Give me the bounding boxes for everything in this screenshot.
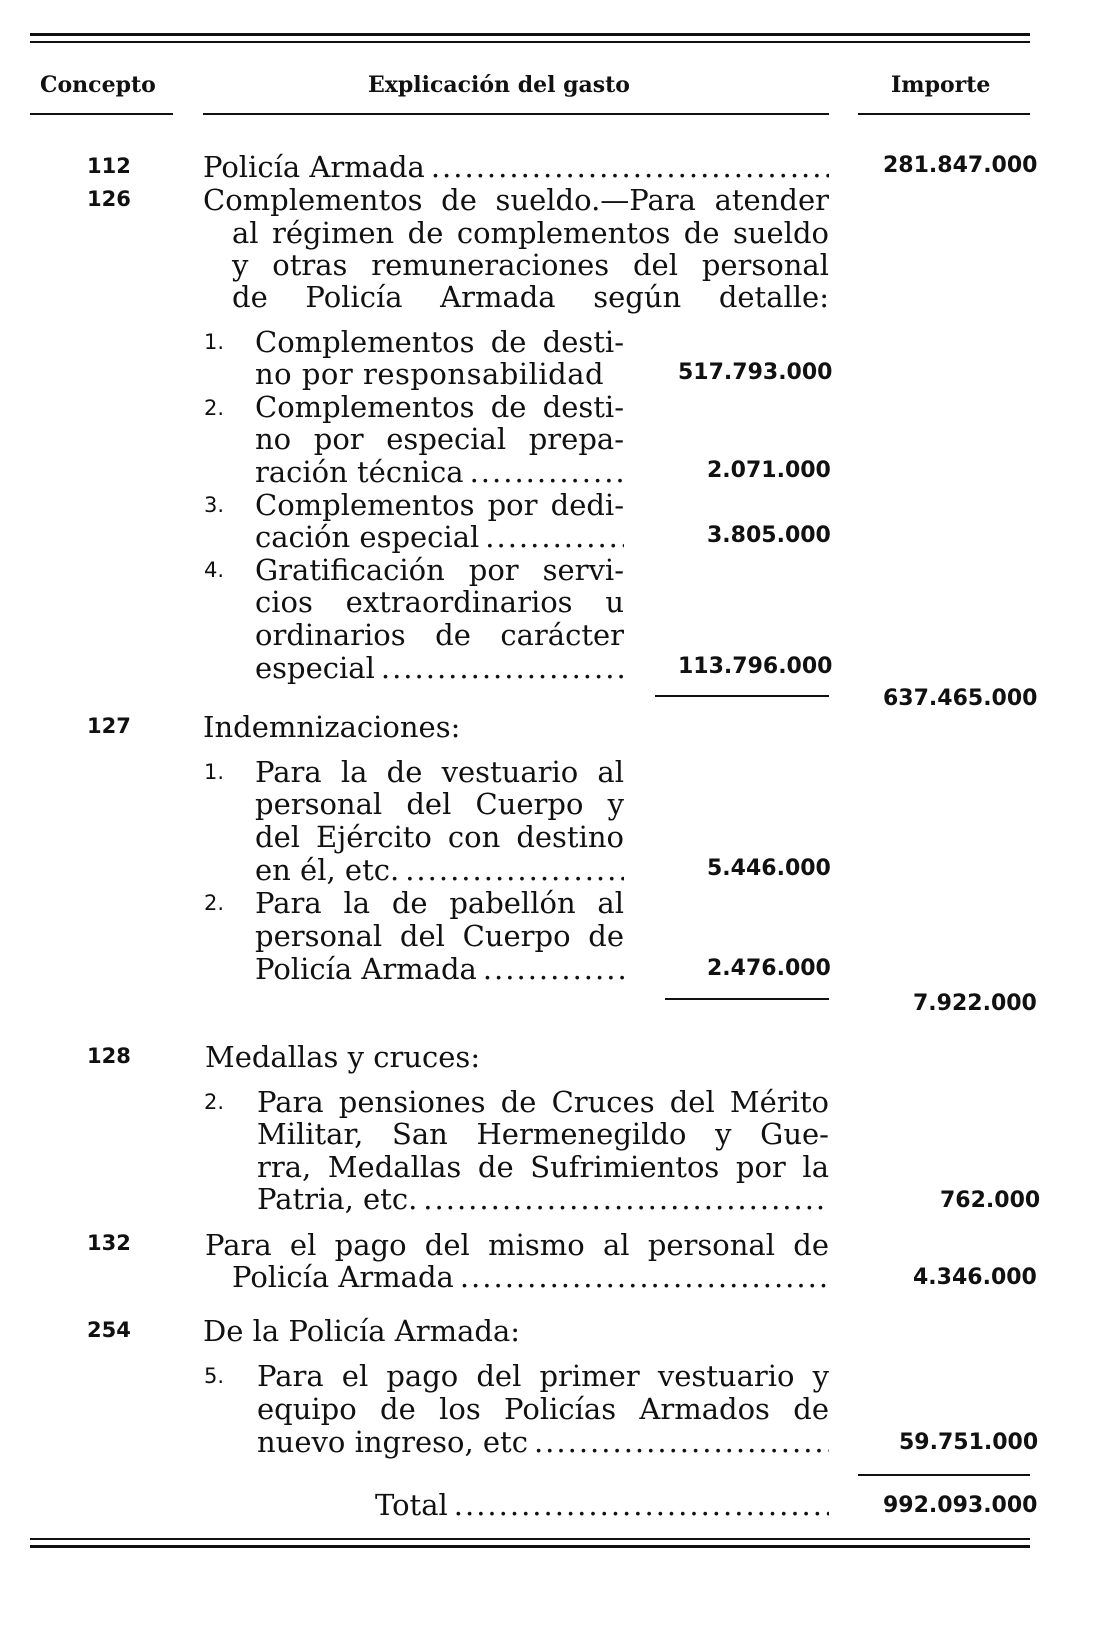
- header-concepto: Concepto: [40, 72, 156, 98]
- item-text: cación especial: [255, 520, 480, 554]
- leader-dots: [454, 1260, 829, 1294]
- top-rule-1: [30, 33, 1030, 36]
- text-line: Para la de pabellón al: [255, 886, 624, 920]
- line-item: [255, 651, 624, 685]
- line-item: [203, 150, 829, 184]
- item-text: Policía Armada: [255, 952, 477, 986]
- leader-dots: [477, 952, 624, 986]
- text-line: De la Policía Armada:: [203, 1314, 521, 1348]
- item-number: 2.: [204, 891, 225, 915]
- text-line: Indemnizaciones:: [203, 710, 461, 744]
- amount-detail: 517.793.000: [678, 360, 833, 385]
- leader-dots: [375, 651, 624, 685]
- amount-importe: 637.465.000: [883, 686, 1038, 711]
- item-number: 1.: [204, 330, 225, 354]
- item-text: nuevo ingreso, etc: [257, 1425, 528, 1459]
- text-line: Para pensiones de Cruces del Mérito: [257, 1085, 829, 1119]
- concept-code: 128: [87, 1044, 131, 1068]
- item-text: ración técnica: [255, 455, 464, 489]
- item-text: en él, etc.: [255, 853, 400, 887]
- text-line: de Policía Armada según detalle:: [232, 280, 829, 314]
- total-amount: 992.093.000: [883, 1493, 1038, 1518]
- text-line: no por responsabilidad: [255, 357, 605, 391]
- total-label: Total: [375, 1488, 448, 1522]
- leader-dots: [479, 520, 624, 554]
- text-line: cios extraordinarios u: [255, 585, 624, 619]
- item-number: 1.: [204, 760, 225, 784]
- text-line: y otras remuneraciones del personal: [232, 248, 829, 282]
- text-line: Gratificación por servi-: [255, 553, 624, 587]
- bottom-rule-1: [30, 1538, 1030, 1540]
- amount-importe: 281.847.000: [883, 153, 1038, 178]
- leader-dots: [448, 1488, 829, 1522]
- header-importe: Importe: [891, 72, 991, 98]
- amount-detail: 5.446.000: [707, 856, 831, 881]
- text-line: Complementos por dedi-: [255, 488, 624, 522]
- concept-code: 127: [87, 714, 131, 738]
- amount-detail: 2.071.000: [707, 458, 831, 483]
- line-item: [255, 455, 624, 489]
- text-line: personal del Cuerpo y: [255, 787, 624, 821]
- amount-detail: 113.796.000: [678, 654, 833, 679]
- item-text: Patria, etc.: [257, 1182, 418, 1216]
- amount-importe: 7.922.000: [913, 991, 1037, 1016]
- text-line: Para el pago del primer vestuario y: [257, 1359, 829, 1393]
- line-item: [255, 952, 624, 986]
- header-underline-explicacion: [203, 113, 829, 115]
- line-item: [255, 520, 624, 554]
- item-text: especial: [255, 651, 375, 685]
- text-line: ordinarios de carácter: [255, 618, 624, 652]
- text-line: Para el pago del mismo al personal de: [205, 1228, 829, 1262]
- line-item: [232, 1260, 829, 1294]
- text-line: Militar, San Hermenegildo y Gue-: [257, 1117, 829, 1151]
- amount-importe: 4.346.000: [913, 1265, 1037, 1290]
- text-line: rra, Medallas de Sufrimientos por la: [257, 1150, 829, 1184]
- concept-code: 112: [87, 154, 131, 178]
- text-line: personal del Cuerpo de: [255, 919, 624, 953]
- leader-dots: [425, 150, 829, 184]
- amount-importe: 59.751.000: [899, 1430, 1039, 1455]
- line-item: [255, 853, 624, 887]
- total-line: [375, 1488, 829, 1522]
- amount-detail: 2.476.000: [707, 956, 831, 981]
- text-line: Complementos de desti-: [255, 325, 624, 359]
- text-line: Complementos de desti-: [255, 390, 624, 424]
- concept-code: 254: [87, 1318, 131, 1342]
- item-number: 3.: [204, 493, 225, 517]
- amount-importe: 762.000: [940, 1188, 1041, 1213]
- line-item: [257, 1182, 829, 1216]
- text-line: equipo de los Policías Armados de: [257, 1392, 829, 1426]
- total-rule: [858, 1474, 1030, 1476]
- item-number: 2.: [204, 396, 225, 420]
- top-rule-2: [30, 41, 1030, 43]
- text-line: del Ejército con destino: [255, 820, 624, 854]
- text-line: Complementos de sueldo.—Para atender: [203, 183, 829, 217]
- concept-code: 132: [87, 1231, 131, 1255]
- text-line: Para la de vestuario al: [255, 755, 624, 789]
- subtotal-rule: [665, 998, 829, 1000]
- header-explicacion: Explicación del gasto: [368, 72, 630, 98]
- header-underline-concepto: [30, 113, 173, 115]
- leader-dots: [528, 1425, 829, 1459]
- header-underline-importe: [858, 113, 1030, 115]
- amount-detail: 3.805.000: [707, 523, 831, 548]
- item-text: Policía Armada: [232, 1260, 454, 1294]
- subtotal-rule: [655, 695, 829, 697]
- line-item: [257, 1425, 829, 1459]
- text-line: Medallas y cruces:: [205, 1040, 481, 1074]
- item-number: 4.: [204, 558, 225, 582]
- leader-dots: [464, 455, 624, 489]
- item-number: 5.: [204, 1364, 225, 1388]
- concept-code: 126: [87, 187, 131, 211]
- item-number: 2.: [204, 1090, 225, 1114]
- item-text: Policía Armada: [203, 150, 425, 184]
- leader-dots: [417, 1182, 829, 1216]
- text-line: al régimen de complementos de sueldo: [232, 216, 829, 250]
- leader-dots: [399, 853, 624, 887]
- text-line: no por especial prepa-: [255, 422, 624, 456]
- bottom-rule-2: [30, 1545, 1030, 1548]
